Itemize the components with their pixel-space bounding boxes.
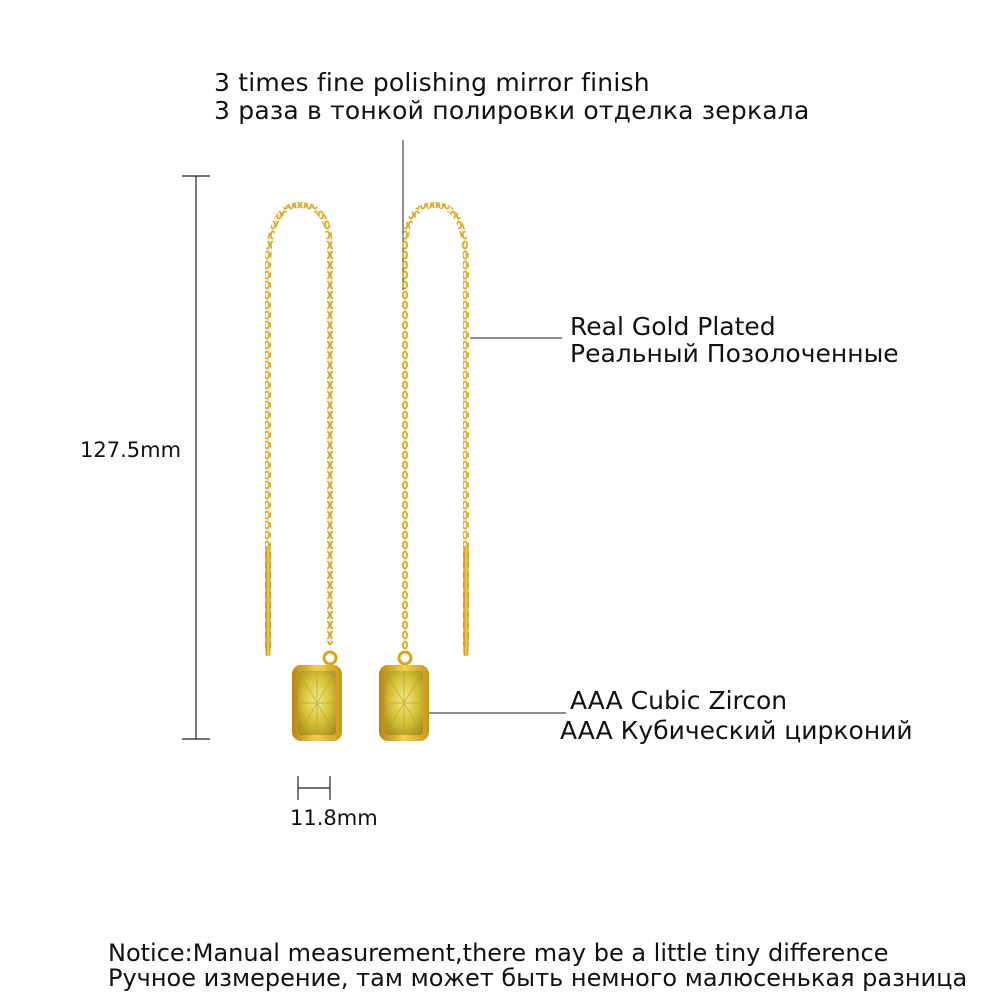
width-dimension-label: 11.8mm [290, 806, 378, 830]
stone-label-ru: AAA Кубический цирконий [560, 716, 913, 745]
notice-en: Notice:Manual measurement,there may be a little tiny difference [108, 939, 889, 967]
right-earring [379, 205, 469, 741]
plating-label-en: Real Gold Plated [570, 312, 776, 341]
stone-label-en: AAA Cubic Zircon [570, 686, 788, 715]
width-dimension-line [298, 776, 330, 800]
length-dimension-label: 127.5mm [80, 438, 182, 462]
finish-label-en: 3 times fine polishing mirror finish [214, 68, 650, 97]
length-dimension-line [182, 176, 210, 739]
notice-ru: Ручное измерение, там может быть немного малюсенькая разница [108, 964, 968, 992]
plating-label-ru: Реальный Позолоченные [570, 339, 899, 368]
left-earring [266, 205, 343, 741]
leader-lines [403, 140, 566, 713]
finish-label-ru: 3 раза в тонкой полировки отделка зеркала [214, 96, 810, 125]
